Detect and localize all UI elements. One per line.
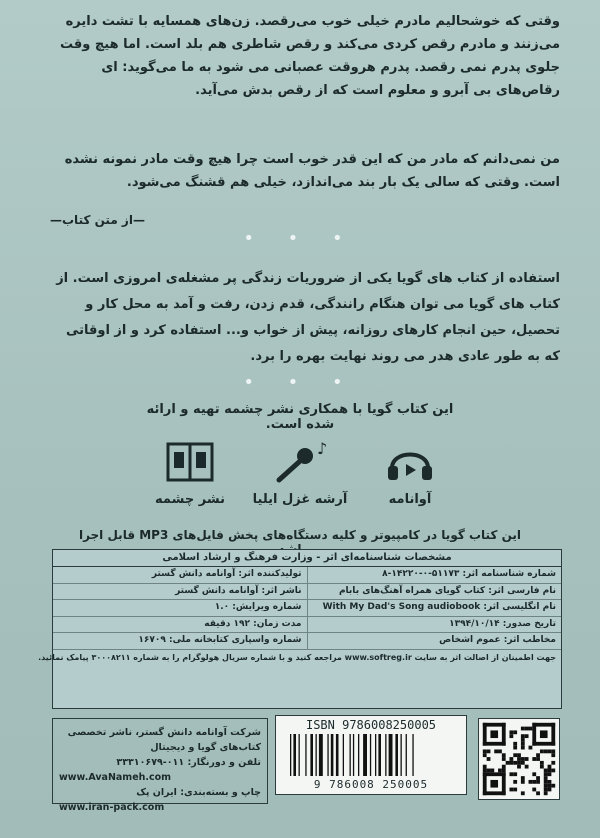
qr-module [521,780,525,784]
barcode-bar [395,734,398,776]
publisher-logos [140,440,460,520]
qr-module [521,791,525,795]
table-cell: مخاطب اثر: عموم اشخاص [439,635,556,645]
qr-module [517,765,521,769]
qr-module [551,761,555,765]
microphone-icon [265,440,335,484]
qr-module [502,772,506,795]
avaname-label: آوانامه [388,492,432,507]
qr-module [490,730,498,738]
qr-module [548,780,552,784]
barcode-bar [343,734,344,776]
table-cell: شماره شناسنامه اثر: ۵۱۱۷۳-۰-۱۴۲۲۰-۸ [382,569,556,579]
barcode-bar [350,734,351,776]
qr-module [521,734,525,738]
qr-module [551,753,555,757]
barcode-bar [305,734,306,776]
divider-dots: • • • [243,372,357,393]
qr-module [509,761,513,765]
qr-module [498,749,502,753]
avaname-logo [360,440,460,507]
qr-module [551,749,555,753]
qr-module [548,772,552,776]
about-paragraph: استفاده از کتاب های گویا یکی از ضروریات زندگی پر مشغله‌ی امروزی است. از کتاب های گویا می توان هنگام رانندگی، قدم زدن، رفت و آمد به محل کار و تحصیل، حین انجام کارهای روزانه، پیش از خواب و... استفاده کرد و از اوقاتی که به طور عادی هدر می روند نهایت بهره را برد. [56,271,560,364]
qr-module [483,769,487,773]
qr-module [529,780,533,784]
table-row [53,617,561,634]
qr-module [544,772,548,776]
qr-module [529,727,533,731]
qr-module [517,753,521,757]
table-cell: تاریخ صدور: ۱۳۹۴/۱۰/۱۴ [449,618,556,629]
barcode-bar [290,734,291,776]
barcode-bar [385,734,386,776]
qr-module [509,757,513,761]
excerpt-source: —از متن کتاب— [50,213,145,227]
qr-module [532,780,536,784]
qr-module [494,749,498,753]
qr-module [525,734,529,738]
divider-dots: • • • [243,228,357,249]
barcode-bar [310,734,313,776]
publisher-line: شرکت آوانامه دانش گستر، ناشر تخصصی کتاب‌های گویا و دیجیتال [67,727,261,753]
table-row [53,600,561,617]
qr-module [502,753,506,757]
barcode-bar [378,734,381,776]
barcode-bar [331,734,334,776]
qr-module [540,730,548,738]
qr-module [513,753,517,757]
qr-module [513,742,517,746]
barcode-bar [327,734,328,776]
qr-module [509,730,513,734]
qr-module [544,749,548,753]
chashmeh-logo [140,440,240,507]
qr-module [487,757,491,761]
qr-module [502,769,506,773]
table-cell: ناشر اثر: آوانامه دانش گستر [53,584,308,600]
qr-module [544,780,548,784]
qr-module [536,791,540,795]
qr-module [551,723,555,746]
qr-module [513,761,517,765]
barcode-bar [319,734,323,776]
barcode-bar [299,734,300,776]
table-cell: مدت زمان: ۱۹۲ دقیقه [53,617,308,633]
qr-module [544,791,548,795]
qr-module [517,761,521,765]
qr-module [498,769,502,773]
printer-website: www.iran-pack.com [59,802,165,813]
qr-module [506,761,510,765]
qr-module [540,761,544,765]
barcode-bar [316,734,317,776]
qr-module [509,734,513,738]
qr-module [483,723,487,746]
publisher-phone: تلفن و دورنگار: ۰۱۱-۳۳۳۱۰۶۷۹ [116,757,261,768]
table-cell: تولیدکننده اثر: آوانامه دانش گستر [53,567,308,583]
qr-module [532,772,536,776]
qr-module [551,784,555,788]
qr-module [544,788,548,792]
barcode-icon [288,734,454,776]
qr-module [483,753,487,757]
qr-module [551,769,555,773]
qr-module [513,788,517,792]
isbn-digits: 9 786008 250005 [313,778,429,791]
svg-text:♪: ♪ [317,439,328,458]
qr-module [525,765,529,769]
qr-module [509,772,513,776]
specs-table [38,549,562,709]
qr-module [548,749,552,753]
barcode-bar [401,734,402,776]
qr-module [502,765,506,769]
qr-code-icon [478,718,560,800]
qr-module [536,776,540,780]
qr-module [548,784,552,788]
chashmeh-label: نشر چشمه [155,492,225,507]
qr-pattern [479,719,559,799]
barcode-bar [293,734,296,776]
authenticity-note: جهت اطمینان از اصالت اثر به سایت www.softreg.ir مراجعه کنید و با شماره سریال هولوگرام را به شماره ۳۰۰۰۸۲۱۱ پیامک نمائید. [38,652,556,662]
table-cell: شماره ویرایش: ۱.۰ [53,600,308,616]
coproduction-note: این کتاب گویا با همکاری نشر چشمه تهیه و ارائه شده است. [146,402,454,432]
qr-module [483,765,487,769]
qr-module [544,784,548,788]
table-cell: شماره واسپاری کتابخانه ملی: ۱۶۷۰۹ [53,633,308,649]
barcode-bar [370,734,371,776]
qr-module [502,723,506,746]
isbn-label: ISBN 9786008250005 [305,718,437,732]
qr-module [532,723,536,746]
qr-module [532,757,536,761]
qr-module [521,746,525,750]
table-row [53,633,561,650]
qr-module [548,788,552,792]
qr-module [529,746,533,750]
qr-module [487,769,491,773]
barcode-bar [375,734,376,776]
barcode-bar [358,734,359,776]
book-icon [164,440,216,484]
qr-module [521,742,525,746]
isbn-barcode [275,715,467,795]
qr-module [483,749,487,753]
printer-line: چاپ و بسته‌بندی: ایران پک [136,787,261,798]
barcode-bar [336,734,339,776]
qr-module [513,746,517,750]
table-cell: نام انگلیسی اثر: With My Dad's Song audiobook [322,602,556,612]
excerpt-paragraph-2: من نمی‌دانم که مادر من که این قدر خوب است چرا هیچ وقت مادر نمونه نشده است. وقتی که سالی یک بار بند می‌اندازد، خیلی هم قشنگ می‌شود. [64,152,560,190]
table-row [53,567,561,584]
qr-module [525,727,529,731]
qr-module [483,772,487,795]
headphones-icon [384,440,436,484]
qr-module [513,780,517,784]
qr-module [490,769,494,773]
barcode-bar [353,734,354,776]
qr-module [502,757,506,761]
barcode-bar [363,734,367,776]
qr-module [487,749,491,753]
qr-module [521,757,525,761]
publisher-info [52,718,268,813]
table-row [38,650,561,666]
qr-module [517,757,521,761]
excerpt-paragraph-1: وقتی که خوشحالیم مادرم خیلی خوب می‌رقصد. زن‌های همسایه با تشت دایره می‌زنند و مادرم رقص کردی می‌کند و رقص شاطری هم بلد است. اما هیچ وقت جلوی پدرم نمی رقصد. پدرم هروقت عصبانی می شود به ما می‌گوید: ای رقاص‌های بی آبرو و معلوم است که از رقص بدش می‌آید. [60,14,560,98]
ghazal-label: آرشه غزل ایلیا [252,492,348,507]
qr-module [540,749,544,753]
qr-module [540,765,544,769]
table-row [53,584,561,601]
qr-module [536,780,540,784]
qr-module [544,769,548,773]
qr-module [532,788,536,792]
publisher-website: www.AvaNameh.com [59,772,172,783]
barcode-bar [406,734,407,776]
barcode-bar [389,734,393,776]
qr-module [521,776,525,780]
table-cell: نام فارسی اثر: کتاب گویای همراه آهنگ‌های بابام [338,585,556,596]
playback-note: این کتاب گویا در کامپیوتر و کلیه دستگاه‌های پخش فایل‌های MP3 قابل اجرا [78,528,522,542]
qr-module [513,730,517,734]
qr-module [548,769,552,773]
qr-module [490,780,498,788]
qr-module [536,753,540,757]
qr-module [521,738,525,742]
ghazal-logo [250,440,350,507]
qr-module [521,761,525,765]
barcode-bar [412,734,413,776]
qr-module [548,765,552,769]
qr-module [509,788,513,792]
qr-module [544,776,548,780]
qr-module [525,757,529,761]
qr-module [521,727,525,731]
qr-module [513,772,517,776]
specs-title: مشخصات شناسنامه‌ای اثر - وزارت فرهنگ و ارشاد اسلامی [53,550,561,567]
qr-module [536,757,540,761]
